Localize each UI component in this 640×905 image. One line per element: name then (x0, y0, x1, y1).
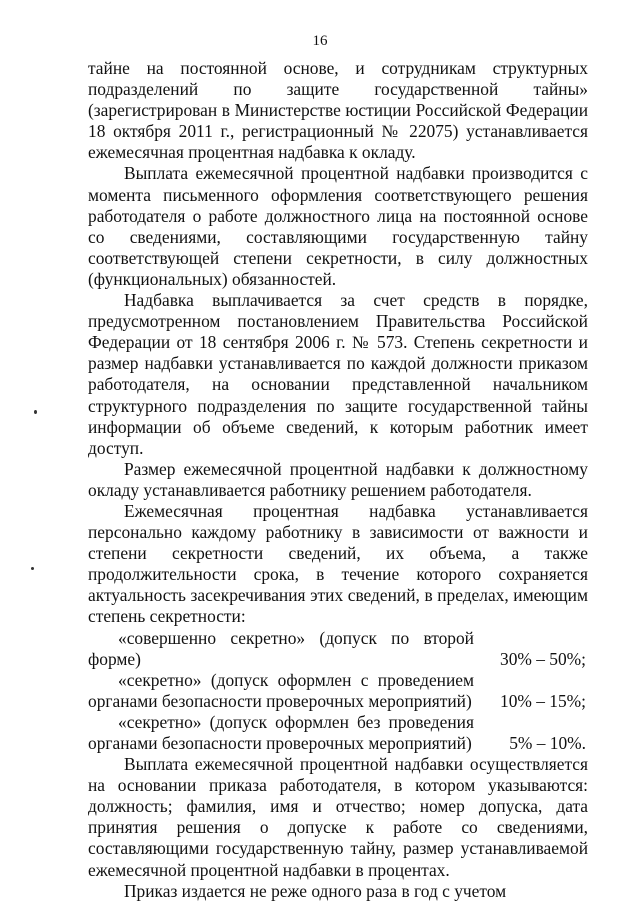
scan-speck (31, 567, 34, 570)
secrecy-level-percent: 10% – 15%; (500, 690, 586, 711)
secrecy-level-text: «секретно» (допуск оформлен с проведением органами безопасности проверочных мероприятий) (88, 669, 474, 711)
secrecy-level-item (88, 670, 588, 712)
paragraph: Выплата ежемесячной процентной надбавки осуществляется на основании приказа работодателя, в котором указываются: должность; фамилия, имя и отчество; номер допуска, дата принятия решения о допуске к работе со сведениями, составляющими государственную тайну, размер устанавливаемой ежемесячной процентной надбавки в процентах. (88, 754, 588, 880)
document-body (88, 58, 588, 902)
paragraph: тайне на постоянной основе, и сотрудникам структурных подразделений по защите государственной тайны» (зарегистрирован в Министерстве юстиции Российской Федерации 18 октября 2011 г., регистрационный № 22075) устанавливается ежемесячная процентная надбавка к окладу. (88, 58, 588, 163)
paragraph: Ежемесячная процентная надбавка устанавливается персонально каждому работнику в зависимости от важности и степени секретности сведений, их объема, а также продолжительности срока, в течение которого сохраняется актуальность засекречивания этих сведений, в пределах, имеющим степень секретности: (88, 500, 588, 627)
secrecy-level-text: «секретно» (допуск оформлен без проведения органами безопасности проверочных мероприятий) (88, 711, 474, 753)
paragraph: Размер ежемесячной процентной надбавки к должностному окладу устанавливается работнику решением работодателя. (88, 458, 588, 500)
page-number: 16 (312, 33, 328, 49)
secrecy-level-text: «совершенно секретно» (допуск по второй форме) (88, 627, 474, 669)
secrecy-level-percent: 30% – 50%; (500, 648, 586, 669)
paragraph: Выплата ежемесячной процентной надбавки производится с момента письменного оформления соответствующего решения работодателя о работе должностного лица на постоянной основе со сведениями, составляющими государственную тайну соответствующей степени секретности, в силу должностных (функциональных) обязанностей. (88, 163, 588, 289)
secrecy-level-item (88, 712, 588, 754)
secrecy-level-item (88, 628, 588, 670)
secrecy-level-percent: 5% – 10%. (509, 733, 586, 753)
scan-speck (34, 410, 37, 414)
paragraph: Надбавка выплачивается за счет средств в порядке, предусмотренном постановлением Правительства Российской Федерации от 18 сентября 2006 г. № 573. Степень секретности и размер надбавки устанавливается по каждой должности приказом работодателя, на основании представленной начальником структурного подразделения по защите государственной тайны информации об объеме сведений, к которым работник имеет доступ. (88, 290, 588, 458)
paragraph: Приказ издается не реже одного раза в год с учетом (124, 880, 507, 901)
